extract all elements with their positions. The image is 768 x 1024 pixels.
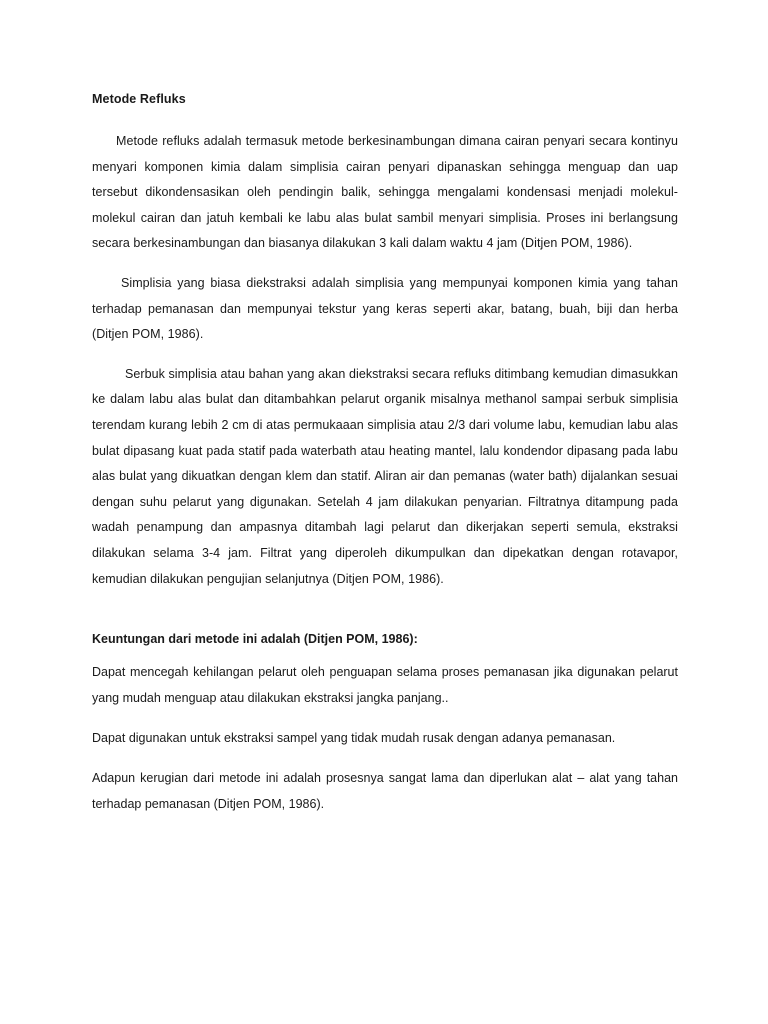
paragraph-procedure: Serbuk simplisia atau bahan yang akan diekstraksi secara refluks ditimbang kemudian dimasukkan ke dalam labu alas bulat dan ditambahkan pelarut organik misalnya methanol sampai serbuk simplisia terendam kurang lebih 2 cm di atas permukaaan simplisia atau 2/3 dari volume labu, kemudian labu alas bulat dipasang kuat pada statif pada waterbath atau heating mantel, lalu kondendor dipasang pada labu alas bulat yang dikuatkan dengan klem dan statif. Aliran air dan pemanas (water bath) dijalankan sesuai dengan suhu pelarut yang digunakan. Setelah 4 jam dilakukan penyarian. Filtratnya ditampung pada wadah penampung dan ampasnya ditambah lagi pelarut dan dikerjakan seperti semula, ekstraksi dilakukan selama 3-4 jam. Filtrat yang diperoleh dikumpulkan dan dipekatkan dengan rotavapor, kemudian dilakukan pengujian selanjutnya (Ditjen POM, 1986). [92, 366, 678, 586]
advantages-heading: Keuntungan dari metode ini adalah (Ditjen POM, 1986): [92, 632, 418, 647]
document-page [92, 92, 678, 831]
advantage-item: Dapat digunakan untuk ekstraksi sampel yang tidak mudah rusak dengan adanya pemanasan. [92, 731, 616, 746]
document-title: Metode Refluks [92, 92, 186, 106]
paragraph-simplisia: Simplisia yang biasa diekstraksi adalah simplisia yang mempunyai komponen kimia yang tahan terhadap pemanasan dan mempunyai tekstur yang keras seperti akar, batang, buah, biji dan herba (Ditjen POM, 1986). [92, 275, 678, 342]
paragraph-reflux-definition: Metode refluks adalah termasuk metode berkesinambungan dimana cairan penyari secara kontinyu menyari komponen kimia dalam simplisia cairan penyari dipanaskan sehingga menguap dan uap tersebut dikondensasikan oleh pendingin balik, sehingga mengalami kondensasi menjadi molekul-molekul cairan dan jatuh kembali ke labu alas bulat sambil menyari simplisia. Proses ini berlangsung secara berkesinambungan dan biasanya dilakukan 3 kali dalam waktu 4 jam (Ditjen POM, 1986). [92, 134, 678, 251]
section-spacer [92, 606, 678, 632]
advantage-item: Dapat mencegah kehilangan pelarut oleh penguapan selama proses pemanasan jika digunakan pelarut yang mudah menguap atau dilakukan ekstraksi jangka panjang.. [92, 665, 678, 706]
disadvantage-paragraph: Adapun kerugian dari metode ini adalah prosesnya sangat lama dan diperlukan alat – alat yang tahan terhadap pemanasan (Ditjen POM, 1986). [92, 771, 678, 812]
